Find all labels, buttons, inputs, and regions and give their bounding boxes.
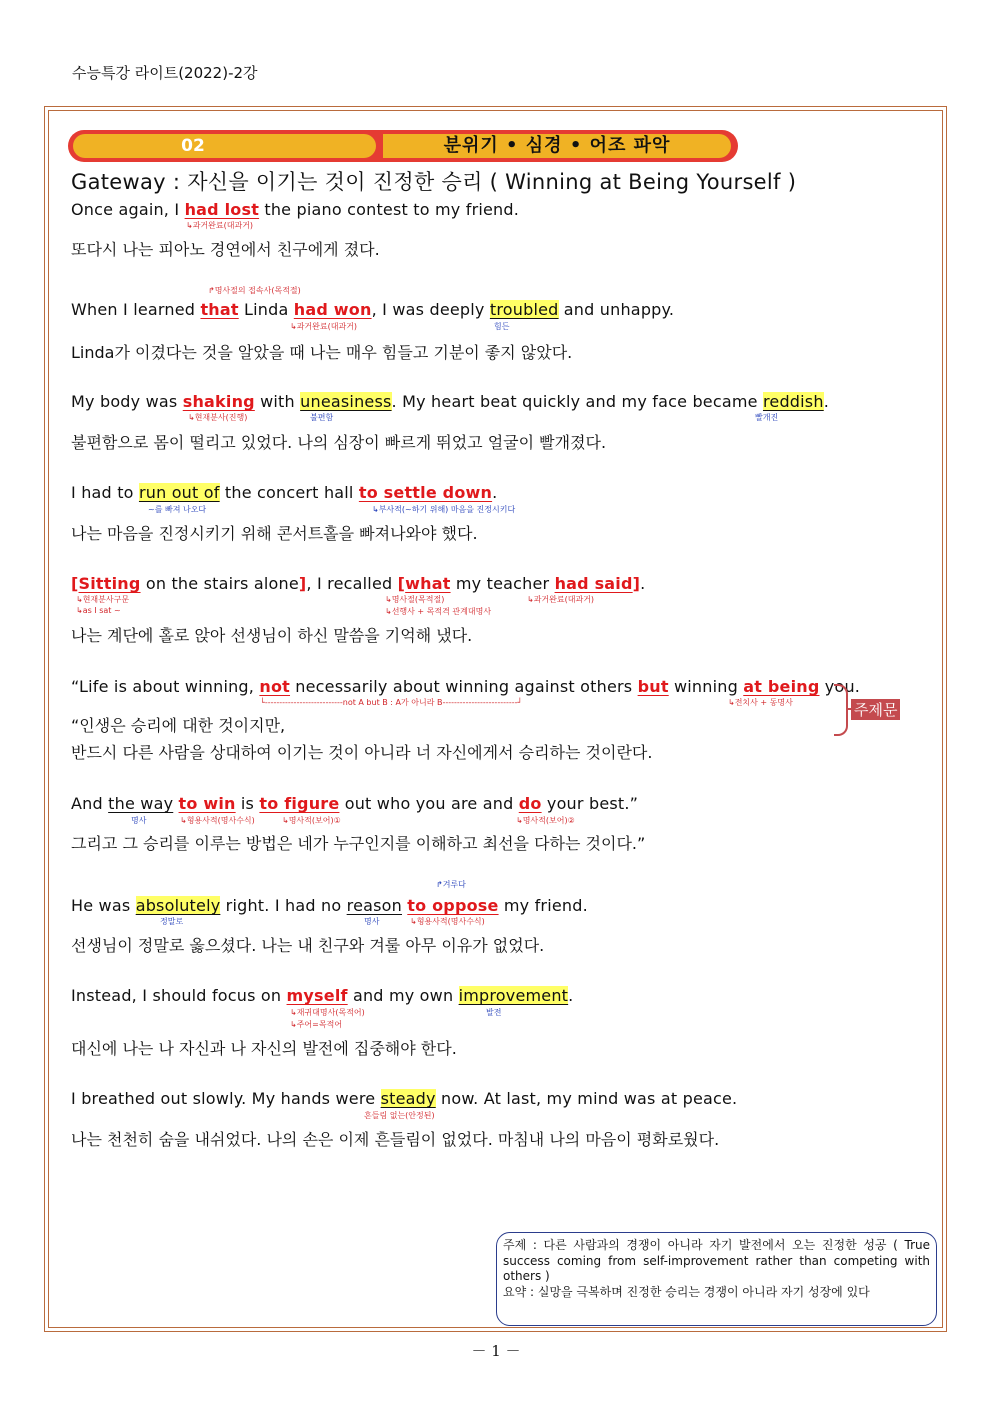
sentence-10-ko: 나는 천천히 숨을 내쉬었다. 나의 손은 이제 흔들림이 없었다. 마침내 나의 마음이 평화로웠다. xyxy=(71,1130,720,1149)
document-header: 수능특강 라이트(2022)-2강 xyxy=(72,64,258,82)
annotation-note: 명사 xyxy=(364,917,380,926)
annotation-note: 명사 xyxy=(131,816,147,825)
sentence-9-ko: 대신에 나는 나 자신과 나 자신의 발전에 집중해야 한다. xyxy=(71,1039,457,1058)
sentence-7-ko: 그리고 그 승리를 이루는 방법은 네가 누구인지를 이해하고 최선을 다하는 것이다.” xyxy=(71,834,646,853)
annotation-note: ↳명사적(보어)① xyxy=(282,816,341,825)
sentence-7-en xyxy=(71,794,638,813)
page-number: － 1 － xyxy=(471,1342,521,1360)
grammar-keyword: had won xyxy=(293,300,372,319)
grammar-keyword: to figure xyxy=(259,794,340,813)
vocab-highlight: steady xyxy=(380,1089,436,1108)
annotation-note: └---------------------------not A but B : A가 아니라 B--------------------------┘ xyxy=(260,698,523,707)
annotation-note: 발전 xyxy=(486,1008,502,1017)
sentence-6-ko-line-2: 반드시 다른 사람을 상대하여 이기는 것이 아니라 너 자신에게서 승리하는 것이란다. xyxy=(71,743,653,762)
sentence-8-ko: 선생님이 정말로 옳으셨다. 나는 내 친구와 겨룰 아무 이유가 없었다. xyxy=(71,936,545,955)
annotation-note: 빨개진 xyxy=(755,413,779,422)
text-run: with xyxy=(254,392,301,411)
sentence-4-en xyxy=(71,483,497,502)
text-run: and unhappy. xyxy=(558,300,675,319)
text-run: right. I had no xyxy=(220,896,347,915)
banner-title-pill xyxy=(383,134,731,158)
bracket: ] xyxy=(298,574,307,593)
text-run: on the stairs alone xyxy=(140,574,299,593)
sentence-6-ko-line-1: “인생은 승리에 대한 것이지만, xyxy=(71,716,286,735)
sentence-2-ko: Linda가 이겼다는 것을 알았을 때 나는 매우 힘들고 기분이 좋지 않았다. xyxy=(71,343,573,362)
sentence-1-en xyxy=(71,200,519,219)
banner-number-pill xyxy=(73,134,376,158)
topic-sentence-tag: 주제문 xyxy=(851,699,900,720)
annotation-note: ↳현재분사구문 xyxy=(76,595,130,604)
vocab-highlight: uneasiness xyxy=(300,392,392,411)
text-run: , I recalled xyxy=(306,574,398,593)
text-run: the piano contest to my friend. xyxy=(259,200,520,219)
grammar-keyword: what xyxy=(405,574,451,593)
annotation-note: ~를 빠져 나오다 xyxy=(148,505,207,514)
text-run: out who you are and xyxy=(339,794,519,813)
grammar-keyword: Sitting xyxy=(78,574,141,593)
sentence-6-en xyxy=(71,677,860,696)
text-run: My body was xyxy=(71,392,183,411)
sentence-5-en xyxy=(71,574,645,593)
text-run: , I was deeply xyxy=(371,300,490,319)
sentence-10-en xyxy=(71,1089,737,1108)
annotation-note: ↱명사절의 접속사(목적절) xyxy=(208,286,301,295)
text-run: now. At last, my mind was at peace. xyxy=(435,1089,738,1108)
sentence-3-en xyxy=(71,392,829,411)
grammar-keyword: had said xyxy=(554,574,633,593)
sentence-1-ko: 또다시 나는 피아노 경연에서 친구에게 졌다. xyxy=(71,240,380,259)
text-run: my friend. xyxy=(498,896,588,915)
banner-title: 분위기 • 심경 • 어조 파악 xyxy=(443,135,671,156)
annotation-note: ↳명사적(보어)② xyxy=(516,816,575,825)
grammar-keyword: but xyxy=(637,677,669,696)
banner-number: 02 xyxy=(181,136,205,156)
sentence-3-ko: 불편함으로 몸이 떨리고 있었다. 나의 심장이 빠르게 뛰었고 얼굴이 빨개졌다. xyxy=(71,433,607,452)
annotation-note: ↳형용사적(명사수식) xyxy=(410,917,485,926)
annotation-note: ↱겨루다 xyxy=(436,880,466,889)
text-run: and my own xyxy=(347,986,459,1005)
annotation-note: 불편함 xyxy=(310,413,334,422)
grammar-keyword: do xyxy=(518,794,542,813)
text-run: And xyxy=(71,794,109,813)
text-run: I had to xyxy=(71,483,139,502)
section-banner xyxy=(68,130,738,162)
grammar-keyword: myself xyxy=(286,986,348,1005)
annotation-note: 흔들림 없는(안정된) xyxy=(364,1111,435,1120)
annotation-note: 정말로 xyxy=(160,917,184,926)
text-run: necessarily about winning against others xyxy=(290,677,638,696)
annotation-note: ↳과거완료(대과거) xyxy=(186,221,254,230)
annotation-note: ↳주어=목적어 xyxy=(290,1020,343,1029)
summary-gist: 요약 : 실망을 극복하며 진정한 승리는 경쟁이 아니라 자기 성장에 있다 xyxy=(503,1284,870,1299)
annotation-note: ↳선행사 + 목적격 관계대명사 xyxy=(385,607,492,616)
text-run: winning xyxy=(668,677,744,696)
sentence-4-ko: 나는 마음을 진정시키기 위해 콘서트홀을 빠져나와야 했다. xyxy=(71,524,478,543)
bracket: [ xyxy=(397,574,406,593)
text-run: . xyxy=(640,574,646,593)
annotation-note: ↳과거완료(대과거) xyxy=(290,322,358,331)
text-run: When I learned xyxy=(71,300,201,319)
sentence-9-en xyxy=(71,986,573,1005)
text-run: Linda xyxy=(238,300,294,319)
text-run: is xyxy=(235,794,260,813)
text-run: “Life is about winning, xyxy=(71,677,260,696)
text-run: I breathed out slowly. My hands were xyxy=(71,1089,381,1108)
annotation-note: ↳과거완료(대과거) xyxy=(527,595,595,604)
sentence-5-ko: 나는 계단에 홀로 앉아 선생님이 하신 말씀을 기억해 냈다. xyxy=(71,626,473,645)
text-run: . xyxy=(568,986,574,1005)
text-run: Instead, I should focus on xyxy=(71,986,287,1005)
grammar-keyword: to oppose xyxy=(407,896,499,915)
text-run: Once again, I xyxy=(71,200,185,219)
vocab-highlight: absolutely xyxy=(135,896,221,915)
text-run: your best.” xyxy=(541,794,639,813)
grammar-keyword: had lost xyxy=(184,200,260,219)
summary-box xyxy=(496,1232,937,1326)
topic-brace xyxy=(834,684,848,736)
grammar-keyword: not xyxy=(259,677,291,696)
annotation-note: ↳현재분사(진행) xyxy=(188,413,248,422)
bracket: ] xyxy=(632,574,641,593)
annotation-note: ↳재귀대명사(목적어) xyxy=(290,1008,365,1017)
gateway-title: Gateway : 자신을 이기는 것이 진정한 승리 ( Winning at Being Yourself ) xyxy=(71,170,797,194)
vocab-highlight: troubled xyxy=(489,300,559,319)
grammar-keyword: shaking xyxy=(182,392,255,411)
text-run: . My heart beat quickly and my face became xyxy=(391,392,763,411)
text-run: He was xyxy=(71,896,136,915)
noun-underline: reason xyxy=(346,896,402,915)
noun-underline: the way xyxy=(108,794,174,813)
vocab-highlight: run out of xyxy=(138,483,220,502)
grammar-keyword: to settle down xyxy=(358,483,493,502)
text-run: my teacher xyxy=(450,574,555,593)
grammar-keyword: at being xyxy=(743,677,820,696)
annotation-note: ↳as I sat ~ xyxy=(76,606,121,615)
text-run: you. xyxy=(819,677,861,696)
annotation-note: 힘든 xyxy=(494,322,510,331)
text-run: . xyxy=(823,392,829,411)
sentence-8-en xyxy=(71,896,588,915)
text-run: . xyxy=(492,483,498,502)
grammar-keyword: to win xyxy=(178,794,236,813)
annotation-note: ↳명사절(목적절) xyxy=(385,595,445,604)
vocab-highlight: improvement xyxy=(458,986,569,1005)
summary-theme: 주제 : 다른 사람과의 경쟁이 아니라 자기 발전에서 오는 진정한 성공 ( True success coming from self-improvement rather than competing with others ) xyxy=(503,1238,930,1283)
annotation-note: ↳전치사 + 동명사 xyxy=(728,698,793,707)
annotation-note: ↳부사적(~하기 위해) 마음을 진정시키다 xyxy=(372,505,516,514)
vocab-highlight: reddish xyxy=(762,392,824,411)
text-run: the concert hall xyxy=(219,483,359,502)
sentence-2-en xyxy=(71,300,674,319)
annotation-note: ↳형용사적(명사수식) xyxy=(180,816,255,825)
grammar-keyword: that xyxy=(200,300,239,319)
bracket: [ xyxy=(71,574,79,593)
